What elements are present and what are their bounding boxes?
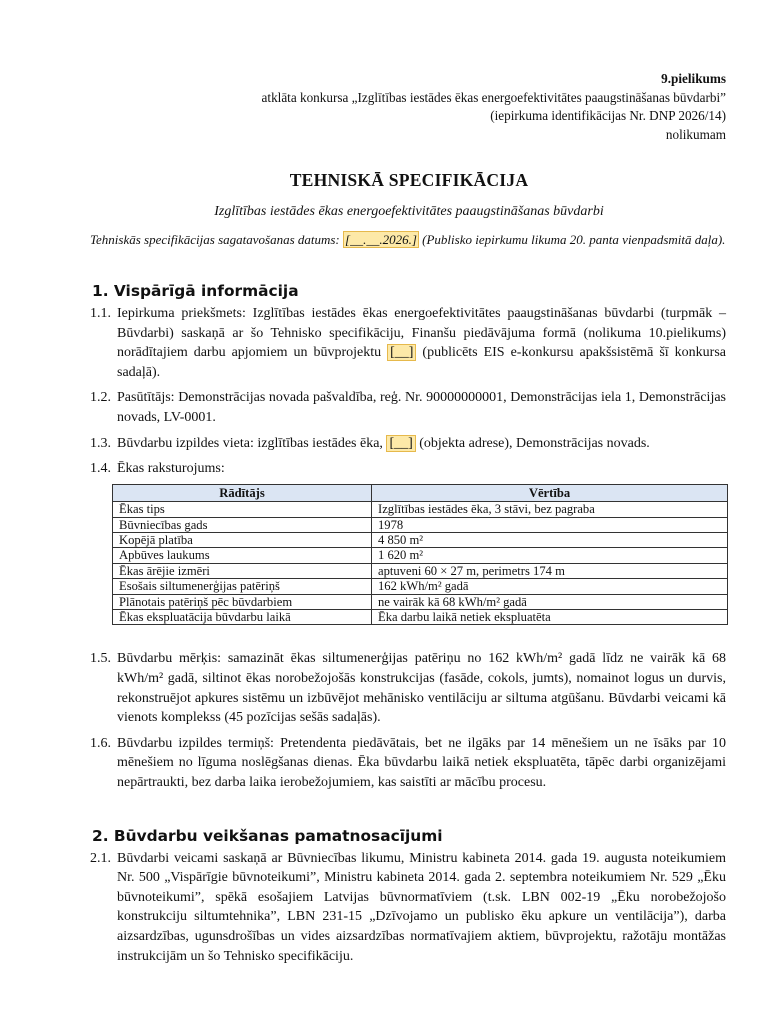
- clause-number: 1.2.: [90, 390, 111, 406]
- clause-1-5: [90, 649, 726, 727]
- address-placeholder: [__]: [386, 435, 415, 452]
- preparation-date-line: [90, 232, 726, 248]
- annex-line-3: nolikumam: [665, 126, 726, 142]
- clause-1-4: [90, 459, 726, 479]
- table-cell: 4 850 m²: [372, 532, 728, 547]
- clause-1-6: [90, 734, 726, 793]
- table-cell: 1978: [372, 517, 728, 532]
- annex-line-2: (iepirkuma identifikācijas Nr. DNP 2026/14): [490, 108, 726, 123]
- table-cell: Plānotais patēriņš pēc būvdarbiem: [113, 594, 372, 609]
- table-header-cell: Rādītājs: [113, 484, 372, 501]
- table-header-row: [113, 484, 728, 501]
- document-subtitle: Izglītības iestādes ēkas energoefektivitātes paaugstināšanas būvdarbi: [214, 204, 604, 219]
- table-cell: Izglītības iestādes ēka, 3 stāvi, bez pagraba: [372, 502, 728, 517]
- clause-1-2: [90, 388, 726, 427]
- table-row: [113, 532, 728, 547]
- table-row: [113, 579, 728, 594]
- section-2-heading: 2. Būvdarbu veikšanas pamatnosacījumi: [92, 826, 443, 845]
- section-1-heading: 1. Vispārīgā informācija: [92, 282, 299, 300]
- clause-number: 1.4.: [90, 461, 111, 477]
- document-title: TEHNISKĀ SPECIFIKĀCIJA: [289, 170, 529, 190]
- clause-text: Būvdarbu izpildes termiņš: Pretendenta piedāvātais, bet ne ilgāks par 14 mēnešiem un ne īsāks par 10 mēnešiem no līguma noslēgšanas dienas. Ēka būvdarbu laikā netiek ekspluatēta, tāpēc darbi organizējami nepārtraukti, bez darba laika ierobežojumiem, kas saistīti ar mācību procesu.: [117, 735, 726, 790]
- annex-header: [92, 0, 726, 144]
- building-characteristics-table: [112, 484, 728, 626]
- table-cell: aptuveni 60 × 27 m, perimetrs 174 m: [372, 563, 728, 578]
- preparation-date-note: (Publisko iepirkumu likuma 20. panta vienpadsmitā daļa).: [418, 232, 726, 247]
- table-row: [113, 548, 728, 563]
- table-cell: Ēkas ekspluatācija būvdarbu laikā: [113, 610, 372, 625]
- table-row: [113, 594, 728, 609]
- table-cell: Kopējā platība: [113, 532, 372, 547]
- table-row: [113, 563, 728, 578]
- annex-line-1: atklāta konkursa „Izglītības iestādes ēkas energoefektivitātes paaugstināšanas būvdarbi”: [261, 89, 726, 105]
- table-row: [113, 502, 728, 517]
- clause-text: Būvdarbi veicami saskaņā ar Būvniecības likumu, Ministru kabineta 2014. gada 19. augusta noteikumiem Nr. 500 „Vispārīgie būvnoteikumi”, Ministru kabineta 2014. gada 2. septembra noteikumiem Nr. 529 „Ēku būvnoteikumi”, spēkā esošajiem Latvijas būvnormatīviem (t.sk. LBN 002-19 „Ēku norobežojošo konstrukciju siltumtehnika”, LBN 231-15 „Dzīvojamo un publisko ēku apkure un ventilācija”), darba aizsardzības, ugunsdrošības un vides aizsardzības normatīvajiem aktiem, būvprojektu, ražotāju montāžas instrukcijām un šo Tehnisko specifikāciju.: [117, 850, 726, 964]
- clause-number: 1.6.: [90, 735, 111, 751]
- table-cell: 162 kWh/m² gadā: [372, 579, 728, 594]
- preparation-date-label: Tehniskās specifikācijas sagatavošanas datums:: [90, 232, 344, 247]
- clause-text-cont: (objekta adrese), Demonstrācijas novads.: [415, 435, 650, 451]
- table-cell: 1 620 m²: [372, 548, 728, 563]
- clause-text: Iepirkuma priekšmets: Izglītības iestādes ēkas energoefektivitātes paaugstināšanas būvdarbi (turpmāk – Būvdarbi) saskaņā ar šo Tehnisko specifikāciju, Finanšu piedāvājuma formā (nolikuma 10.pielikums) norādītajiem darbu apjomiem un būvprojektu: [117, 306, 726, 361]
- table-cell: Apbūves laukums: [113, 548, 372, 563]
- table-header-cell: Vērtība: [372, 484, 728, 501]
- table-cell: Ēka darbu laikā netiek ekspluatēta: [372, 610, 728, 625]
- clause-text: Būvdarbu izpildes vieta: izglītības iestādes ēka,: [117, 435, 387, 451]
- table-cell: Ēkas tips: [113, 502, 372, 517]
- clause-1-1: [90, 304, 726, 382]
- clause-number: 1.5.: [90, 651, 111, 667]
- clause-text-cont: (publicēts EIS e-konkursu apakšsistēmā šī konkursa sadaļā).: [117, 345, 726, 380]
- clause-number: 2.1.: [90, 850, 111, 866]
- project-placeholder: [__]: [387, 344, 416, 361]
- table-row: [113, 610, 728, 625]
- table-row: [113, 517, 728, 532]
- clause-2-1: [90, 849, 726, 967]
- table-cell: Esošais siltumenerģijas patēriņš: [113, 579, 372, 594]
- clause-number: 1.3.: [90, 435, 111, 451]
- preparation-date-placeholder: [__.__.2026.]: [345, 232, 417, 247]
- clause-text: Pasūtītājs: Demonstrācijas novada pašvaldība, reģ. Nr. 90000000001, Demonstrācijas iela 1, Demonstrācijas novads, LV-0001.: [117, 390, 726, 425]
- annex-number: 9.pielikums: [661, 71, 726, 86]
- table-cell: Ēkas ārējie izmēri: [113, 563, 372, 578]
- clause-number: 1.1.: [90, 306, 111, 321]
- clause-text: Būvdarbu mērķis: samazināt ēkas siltumenerģijas patēriņu no 162 kWh/m² gadā līdz ne vairāk kā 68 kWh/m² gadā, siltinot ēkas norobežojošās konstrukcijas (fasāde, cokols, jumts), nomainot logus un durvis, rekonstruējot apkures sistēmu un izbūvējot mehānisko ventilāciju ar siltuma atgūšanu. Būvdarbi veicami kā vienots komplekss (45 pozīcijas sešās sadaļās).: [117, 651, 726, 726]
- table-cell: ne vairāk kā 68 kWh/m² gadā: [372, 594, 728, 609]
- clause-1-3: [90, 434, 726, 454]
- table-cell: Būvniecības gads: [113, 517, 372, 532]
- clause-text: Ēkas raksturojums:: [117, 461, 225, 477]
